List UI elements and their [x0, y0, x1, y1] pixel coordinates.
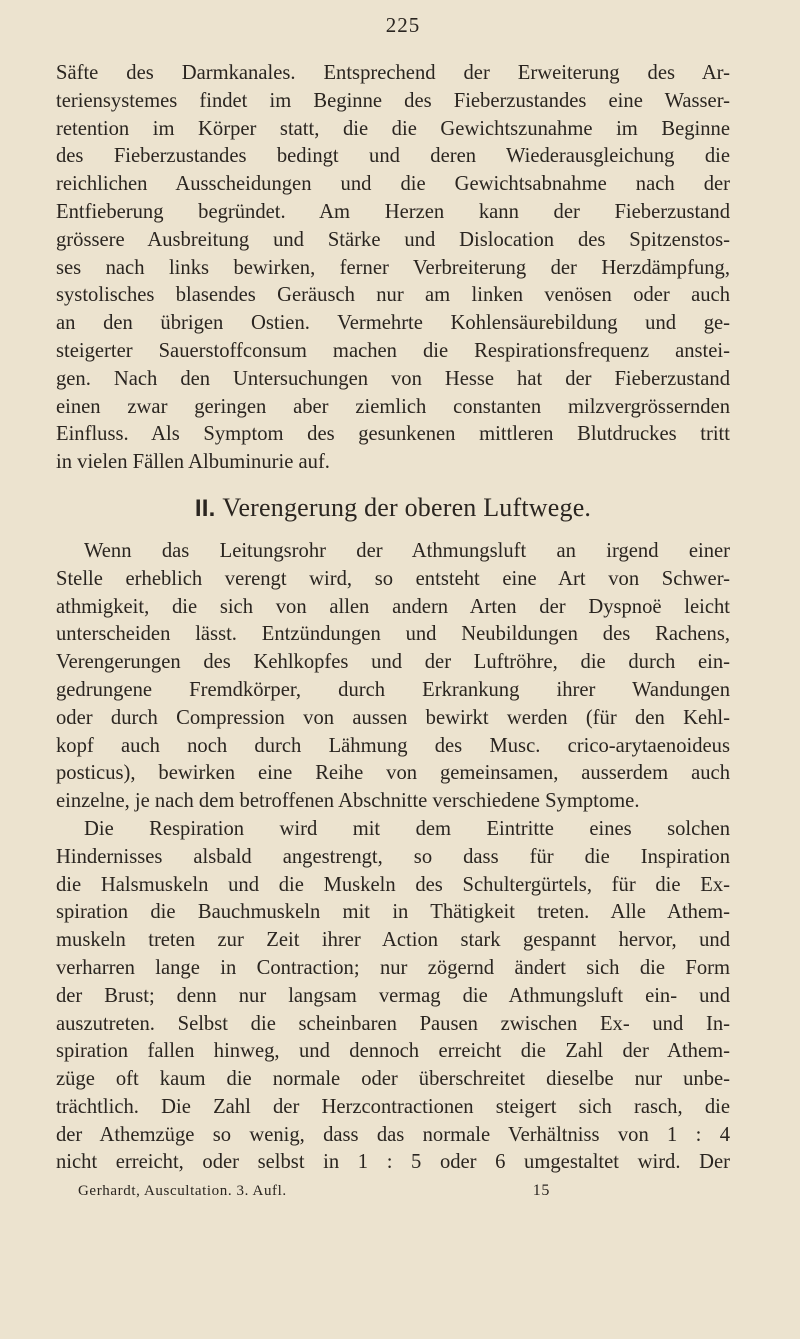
text-line: reichlichen Ausscheidungen und die Gewichtsabnahme nach der — [56, 173, 730, 196]
text-line: nicht erreicht, oder selbst in 1 : 5 oder 6 umgestaltet wird. Der — [56, 1151, 730, 1174]
text-line: verharren lange in Contraction; nur zögernd ändert sich die Form — [56, 956, 730, 979]
text-line: grössere Ausbreitung und Stärke und Dislocation des Spitzenstos- — [56, 228, 730, 251]
text-line: Stelle erheblich verengt wird, so entsteht eine Art von Schwer- — [56, 567, 730, 590]
text-line: athmigkeit, die sich von allen andern Arten der Dyspnoë leicht — [56, 595, 730, 618]
paragraph-airway-narrowing — [56, 538, 730, 816]
text-line: Die Respiration wird mit dem Eintritte eines solchen — [84, 817, 730, 840]
text-line: trächtlich. Die Zahl der Herzcontractionen steigert sich rasch, die — [56, 1095, 730, 1118]
text-line: oder durch Compression von aussen bewirkt werden (für den Kehl- — [56, 706, 730, 729]
text-line: des Fieberzustandes bedingt und deren Wiederausgleichung die — [56, 145, 730, 168]
paragraph-fever-effects — [56, 60, 730, 477]
text-line: der Athemzüge so wenig, dass das normale Verhältniss von 1 : 4 — [56, 1123, 730, 1146]
text-line: einen zwar geringen aber ziemlich constanten milzvergrössernden — [56, 395, 730, 418]
text-line: züge oft kaum die normale oder überschreitet dieselbe nur unbe- — [56, 1068, 730, 1091]
text-line: Säfte des Darmkanales. Entsprechend der Erweiterung des Ar- — [56, 62, 730, 84]
text-line: Hindernisses alsbald angestrengt, so dass für die Inspiration — [56, 845, 730, 868]
text-line: posticus), bewirken eine Reihe von gemeinsamen, ausserdem auch — [56, 762, 730, 785]
text-line: ses nach links bewirken, ferner Verbreiterung der Herzdämpfung, — [56, 256, 730, 279]
text-line: Entfieberung begründet. Am Herzen kann der Fieberzustand — [56, 200, 730, 223]
text-line: spiration die Bauchmuskeln mit in Thätigkeit treten. Alle Athem- — [56, 901, 730, 924]
text-line: steigerter Sauerstoffconsum machen die Respirationsfrequenz anstei- — [56, 339, 730, 362]
text-line: kopf auch noch durch Lähmung des Musc. crico-arytaenoideus — [56, 734, 730, 757]
page-footer — [56, 1181, 730, 1201]
text-line: die Halsmuskeln und die Muskeln des Schultergürtels, für die Ex- — [56, 873, 730, 896]
text-line: einzelne, je nach dem betroffenen Abschnitte verschiedene Symptome. — [56, 790, 640, 813]
footer-sheet-number: 15 — [532, 1182, 550, 1200]
text-line: an den übrigen Ostien. Vermehrte Kohlensäurebildung und ge- — [56, 312, 730, 335]
text-line: Verengerungen des Kehlkopfes und der Luftröhre, die durch ein- — [56, 651, 730, 674]
footer-signature: Gerhardt, Auscultation. 3. Aufl. — [78, 1183, 287, 1200]
text-line: auszutreten. Selbst die scheinbaren Pausen zwischen Ex- und In- — [56, 1012, 730, 1035]
text-line: gen. Nach den Untersuchungen von Hesse hat der Fieberzustand — [56, 367, 730, 390]
text-line: spiration fallen hinweg, und dennoch erreicht die Zahl der Athem- — [56, 1040, 730, 1063]
text-line: Einfluss. Als Symptom des gesunkenen mittleren Blutdruckes tritt — [56, 423, 730, 446]
text-line: Wenn das Leitungsrohr der Athmungsluft an irgend einer — [84, 539, 730, 562]
text-line: gedrungene Fremdkörper, durch Erkrankung ihrer Wandungen — [56, 678, 730, 701]
paragraph-respiration — [56, 816, 730, 1177]
text-line: retention im Körper statt, die die Gewichtszunahme im Beginne — [56, 117, 730, 140]
text-line: teriensystemes findet im Beginne des Fieberzustandes eine Wasser- — [56, 89, 730, 112]
section-heading — [56, 493, 730, 524]
page-number: 225 — [385, 13, 421, 37]
text-line: unterscheiden lässt. Entzündungen und Neubildungen des Rachens, — [56, 623, 730, 646]
text-line: muskeln treten zur Zeit ihrer Action stark gespannt hervor, und — [56, 929, 730, 952]
text-line: der Brust; denn nur langsam vermag die Athmungsluft ein- und — [56, 984, 730, 1007]
section-title: Verengerung der oberen Luftwege. — [222, 492, 592, 522]
section-number: II. — [194, 494, 216, 522]
text-line: in vielen Fällen Albuminurie auf. — [56, 451, 330, 474]
text-line: systolisches blasendes Geräusch nur am linken venösen oder auch — [56, 284, 730, 307]
